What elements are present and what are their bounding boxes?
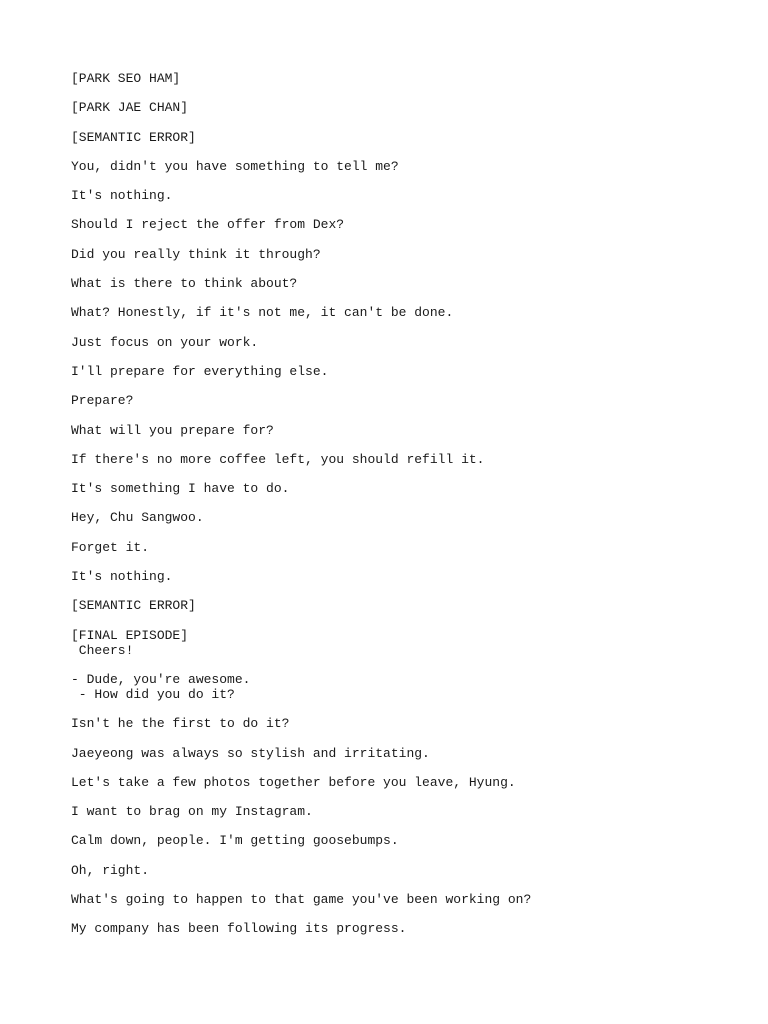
text-line: Jaeyeong was always so stylish and irritating.: [71, 745, 430, 761]
text-line: I want to brag on my Instagram.: [71, 804, 313, 820]
text-line: I'll prepare for everything else.: [71, 363, 329, 379]
text-line: Prepare?: [71, 393, 134, 409]
text-line: My company has been following its progress.: [71, 921, 407, 937]
text-line: - How did you do it?: [71, 686, 235, 702]
text-line: Cheers!: [71, 642, 134, 658]
text-line: Calm down, people. I'm getting goosebumps.: [71, 833, 399, 849]
text-line: It's something I have to do.: [71, 481, 290, 497]
text-line: Oh, right.: [71, 862, 150, 878]
text-line: If there's no more coffee left, you should refill it.: [71, 451, 485, 467]
text-line: [PARK SEO HAM]: [71, 71, 181, 86]
text-line: What's going to happen to that game you've been working on?: [71, 892, 532, 908]
text-line: It's nothing.: [71, 569, 173, 585]
text-line: You, didn't you have something to tell me?: [71, 158, 399, 174]
text-line: Forget it.: [71, 539, 150, 555]
text-line: [SEMANTIC ERROR]: [71, 598, 196, 614]
text-line: Did you really think it through?: [71, 246, 321, 262]
text-line: [SEMANTIC ERROR]: [71, 129, 196, 145]
text-line: What? Honestly, if it's not me, it can't be done.: [71, 305, 454, 321]
text-line: What is there to think about?: [71, 276, 298, 292]
text-line: Let's take a few photos together before you leave, Hyung.: [71, 774, 516, 790]
text-line: [PARK JAE CHAN]: [71, 100, 189, 116]
text-line: [FINAL EPISODE]: [71, 627, 189, 643]
text-line: Just focus on your work.: [71, 334, 259, 350]
text-line: What will you prepare for?: [71, 422, 274, 438]
subtitle-document: [71, 71, 731, 951]
text-line: Hey, Chu Sangwoo.: [71, 510, 204, 526]
text-line: Isn't he the first to do it?: [71, 716, 290, 732]
text-line: - Dude, you're awesome.: [71, 671, 251, 687]
text-line: Should I reject the offer from Dex?: [71, 217, 345, 233]
text-line: It's nothing.: [71, 188, 173, 204]
